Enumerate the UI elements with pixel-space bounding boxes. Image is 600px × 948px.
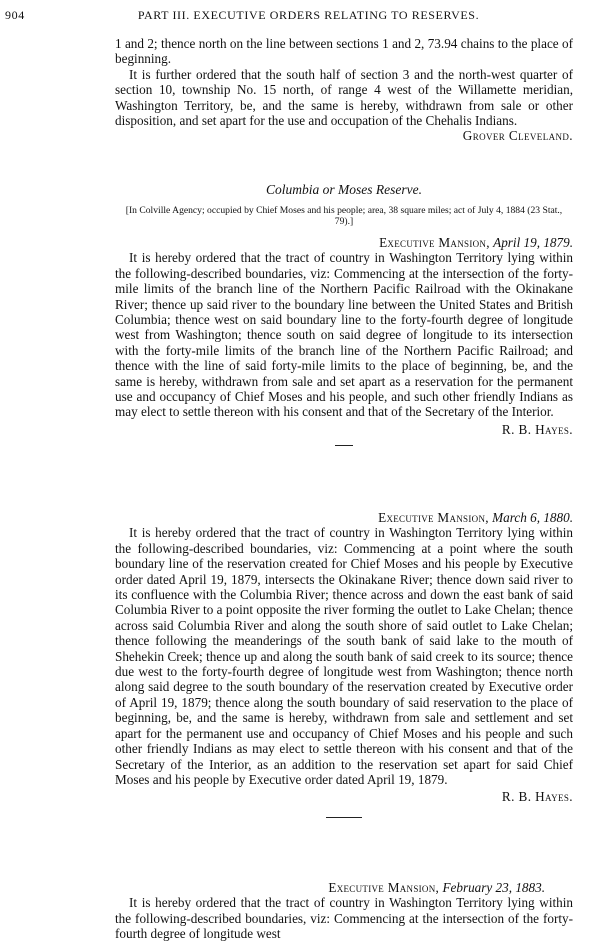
chehalis-signature: Grover Cleveland. [462,128,573,144]
order-1883-mansion: Executive Mansion, [328,880,440,895]
order-1880-text: It is hereby ordered that the tract of country in Washington Territory lying within the following-described boundaries, viz: Commencing at a point where the south boundary line of the reservation created for Chief Moses and his people by Executive order dated April 19, 1879, intersects the Okinakane River; thence down said river to its confluence with the Columbia River; thence across and down the east bank of said Columbia River to a point opposite the river forming the outlet to Lake Chelan; thence across said Columbia River and along the south shore of said outlet to Lake Chelan; thence following the meanderings of the south bank of said lake to the mouth of Shehekin Creek; thence up and along the south bank of said creek to its source; thence due west to the forty-fourth degree of longitude west from Washington; thence north along said degree to the south boundary of the reservation created by Executive order of April 19, 1879; thence along the south boundary of said reservation to the place of beginning, be, and the same is hereby, withdrawn from sale and settlement and set apart for the permanent use and occupancy of Chief Moses and his people and such other friendly Indians as may elect to settle thereon with his consent and that of the Secretary of the Interior, as an addition to the reservation set apart for said Chief Moses and his people by Executive order dated April 19, 1879. [115,525,573,787]
reserve-note: [In Colville Agency; occupied by Chief Moses and his people; area, 38 square miles; act of July 4, 1884 (23 Stat., 79).] [125,205,563,228]
order-1880-date: March 6, 1880. [492,510,573,525]
order-1879-signature: R. B. Hayes. [501,421,573,437]
order-1880 [115,510,573,818]
order-1879-dateline [115,235,573,250]
running-head: PART III. EXECUTIVE ORDERS RELATING TO RESERVES. [137,8,480,22]
order-1883-text: It is hereby ordered that the tract of country in Washington Territory lying within the following-described boundaries, viz: Commencing at the intersection of the forty-fourth degree of longitude west [115,895,573,942]
order-1880-signature: R. B. Hayes. [501,789,573,805]
chehalis-order-paragraph: It is further ordered that the south half of section 3 and the north-west quarter of section 10, township No. 15 north, of range 4 west of the Willamette meridian, Washington Territory, be, and the same is hereby, withdrawn from sale or other disposition, and set apart for the use and occupation of the Chehalis Indians. [115,66,573,129]
section-divider [335,445,353,446]
section-divider [326,817,362,818]
order-1880-dateline [115,510,573,525]
order-1879-mansion: Executive Mansion, [379,235,490,250]
chehalis-section [115,36,573,144]
order-1879-date: April 19, 1879. [493,235,573,250]
page-header [5,8,592,26]
reserve-title: Columbia or Moses Reserve. [266,182,422,197]
order-1883 [115,880,573,942]
order-1879-text: It is hereby ordered that the tract of country in Washington Territory lying within the following-described boundaries, viz: Commencing at the intersection of the forty-mile limits of the branch line of the Northern Pacific Railroad with the Okinakane River; thence up said river to the boundary line between the United States and British Columbia; thence west on said boundary line to the forty-fourth degree of longitude west from Washington; thence south on said degree of longitude to its intersection with the forty-mile limits of the branch line of the Northern Pacific Railroad; and thence with the line of said forty-mile limits to the place of beginning, be, and the same is hereby, withdrawn from sale and set apart as a reservation for the permanent use and occupancy of Chief Moses and his people, and such other friendly Indians as may elect to settle thereon with his consent and that of the Secretary of the Interior. [115,250,573,420]
order-1879 [115,235,573,446]
order-1883-date: February 23, 1883. [442,880,545,895]
columbia-section [115,182,573,227]
page-number: 904 [5,8,25,22]
order-1883-dateline [115,880,573,895]
chehalis-continued-paragraph: 1 and 2; thence north on the line between sections 1 and 2, 73.94 chains to the place of beginning. [115,36,573,67]
order-1880-mansion: Executive Mansion, [378,510,489,525]
